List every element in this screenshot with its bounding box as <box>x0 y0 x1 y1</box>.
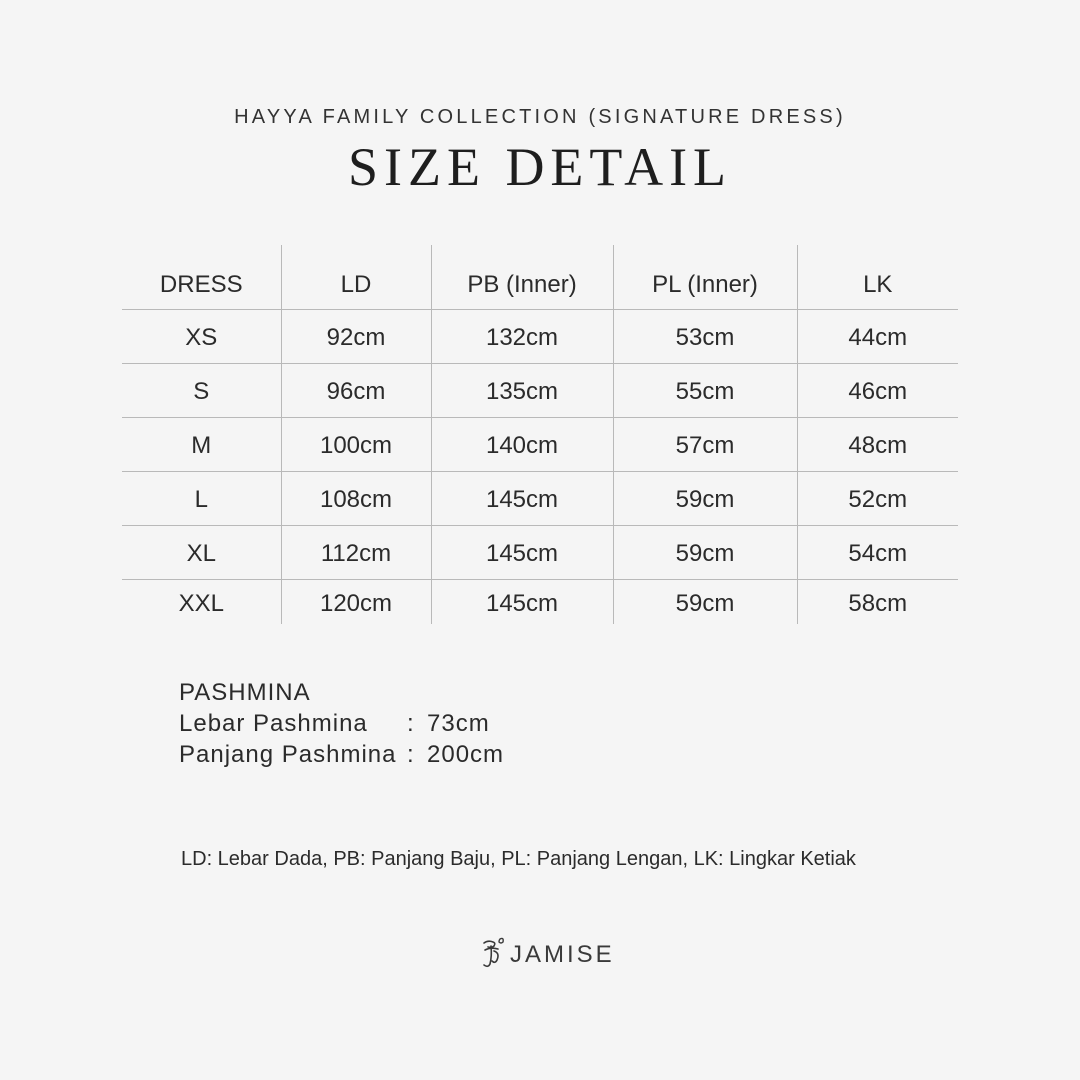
pashmina-length-label: Panjang Pashmina <box>179 741 397 768</box>
pl-cell: 55cm <box>613 363 797 417</box>
abbreviation-legend: LD: Lebar Dada, PB: Panjang Baju, PL: Panjang Lengan, LK: Lingkar Ketiak <box>181 848 856 870</box>
column-header-pb: PB (Inner) <box>431 245 613 309</box>
lk-cell: 44cm <box>797 309 958 363</box>
ld-cell: 120cm <box>281 579 431 624</box>
pashmina-length-row <box>179 739 504 770</box>
pb-cell: 132cm <box>431 309 613 363</box>
size-cell: XL <box>122 525 281 579</box>
pl-cell: 57cm <box>613 417 797 471</box>
jamise-logo-icon <box>480 934 506 975</box>
brand-name: JAMISE <box>510 940 615 968</box>
size-cell: L <box>122 471 281 525</box>
ld-cell: 112cm <box>281 525 431 579</box>
size-cell: XS <box>122 309 281 363</box>
pl-cell: 53cm <box>613 309 797 363</box>
pashmina-width-value: 73cm <box>427 710 490 737</box>
size-table <box>122 245 958 624</box>
pashmina-width-label: Lebar Pashmina <box>179 710 368 737</box>
subtitle: HAYYA FAMILY COLLECTION (SIGNATURE DRESS) <box>234 106 846 128</box>
pb-cell: 135cm <box>431 363 613 417</box>
ld-cell: 100cm <box>281 417 431 471</box>
ld-cell: 108cm <box>281 471 431 525</box>
size-cell: S <box>122 363 281 417</box>
size-cell: M <box>122 417 281 471</box>
size-cell: XXL <box>178 589 224 617</box>
column-header-pl: PL (Inner) <box>613 245 797 309</box>
table-row <box>122 363 958 417</box>
pl-cell: 59cm <box>613 579 797 624</box>
table-row <box>122 579 958 624</box>
lk-cell: 52cm <box>797 471 958 525</box>
table-row <box>122 525 958 579</box>
pashmina-section <box>179 677 504 770</box>
pashmina-heading: PASHMINA <box>179 679 311 706</box>
pb-cell: 145cm <box>431 579 613 624</box>
pl-cell: 59cm <box>613 471 797 525</box>
table-row <box>122 309 958 363</box>
table-row <box>122 471 958 525</box>
ld-cell: 92cm <box>281 309 431 363</box>
pb-cell: 145cm <box>431 525 613 579</box>
pashmina-length-value: 200cm <box>427 741 505 768</box>
pl-cell: 59cm <box>613 525 797 579</box>
page-title: SIZE DETAIL <box>347 137 733 197</box>
pashmina-width-row <box>179 708 504 739</box>
lk-cell: 58cm <box>797 579 958 624</box>
ld-cell: 96cm <box>281 363 431 417</box>
lk-cell: 54cm <box>797 525 958 579</box>
pb-cell: 140cm <box>431 417 613 471</box>
column-header-lk: LK <box>797 245 958 309</box>
column-header-dress: DRESS <box>122 245 281 309</box>
pb-cell: 145cm <box>431 471 613 525</box>
lk-cell: 46cm <box>797 363 958 417</box>
column-header-ld: LD <box>281 245 431 309</box>
table-row <box>122 417 958 471</box>
brand-logo <box>480 934 615 975</box>
table-header-row <box>122 245 958 309</box>
separator: : <box>407 741 415 768</box>
separator: : <box>407 710 415 737</box>
lk-cell: 48cm <box>797 417 958 471</box>
